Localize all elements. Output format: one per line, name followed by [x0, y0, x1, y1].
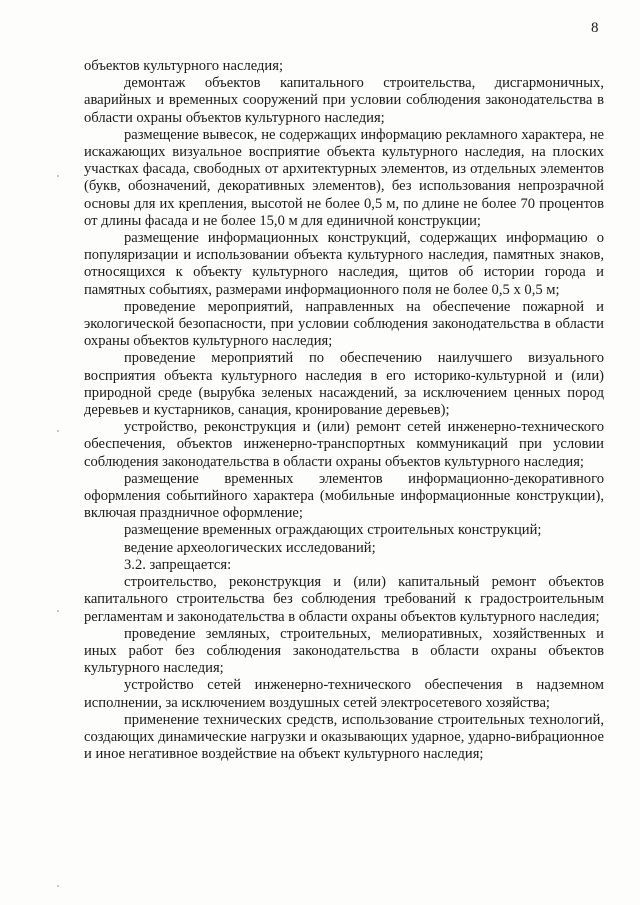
- scan-speck: [57, 610, 59, 612]
- scan-speck: [57, 885, 59, 887]
- paragraph-info-structures: размещение информационных конструкций, содержащих информацию о популяризации и использовании объекта культурного наследия, памятных знаков, относящихся к объекту культурного наследия, щитов об истории города и памятных событиях, размерами информационного поля не более 0,5 х 0,5 м;: [84, 230, 604, 298]
- paragraph-earthworks-prohibited: проведение земляных, строительных, мелиоративных, хозяйственных и иных работ без соблюдения законодательства в области охраны объектов культурного наследия;: [84, 625, 604, 677]
- paragraph-temporary-decor: размещение временных элементов информационно-декоративного оформления событийного характера (мобильные информационные конструкции), включая праздничное оформление;: [84, 470, 604, 522]
- section-heading-prohibited: 3.2. запрещается:: [124, 556, 232, 573]
- paragraph-continuation: объектов культурного наследия;: [84, 58, 284, 74]
- paragraph-dismantling: демонтаж объектов капитального строительства, дисгармоничных, аварийных и временных сооружений при условии соблюдения законодательства в области охраны объектов культурного наследия;: [84, 75, 604, 126]
- scan-speck: [57, 430, 59, 432]
- paragraph-temporary-fences: размещение временных ограждающих строительных конструкций;: [124, 522, 542, 539]
- paragraph-visual-perception: проведение мероприятий по обеспечению наилучшего визуального восприятия объекта культурного наследия в его историко-культурной и (или) природной среде (вырубка зеленых насаждений, за исключением ценных пород деревьев и кустарников, санация, кронирование деревьев);: [84, 350, 604, 419]
- paragraph-construction-prohibited: строительство, реконструкция и (или) капитальный ремонт объектов капитального строительства без соблюдения требований к градостроительным регламентам и законодательства в области охраны объектов культурного наследия;: [84, 574, 604, 625]
- document-body: [84, 58, 604, 763]
- paragraph-overhead-networks-prohibited: устройство сетей инженерно-технического обеспечения в надземном исполнении, за исключением воздушных сетей электросетевого хозяйства;: [84, 677, 604, 711]
- paragraph-archaeology: ведение археологических исследований;: [124, 539, 376, 556]
- scan-speck: [57, 175, 59, 177]
- paragraph-fire-safety: проведение мероприятий, направленных на обеспечение пожарной и экологической безопасности, при условии соблюдения законодательства в области охраны объектов культурного наследия;: [84, 298, 604, 350]
- paragraph-dynamic-loads-prohibited: применение технических средств, использование строительных технологий, создающих динамические нагрузки и оказывающих ударное, ударно-вибрационное и иное негативное воздействие на объект культурного наследия;: [84, 711, 604, 763]
- paragraph-engineering-networks: устройство, реконструкция и (или) ремонт сетей инженерно-технического обеспечения, объектов инженерно-транспортных коммуникаций при условии соблюдения законодательства в области охраны объектов культурного наследия;: [84, 419, 604, 470]
- page-number: 8: [591, 20, 599, 36]
- paragraph-signs: размещение вывесок, не содержащих информацию рекламного характера, не искажающих визуальное восприятие объекта культурного наследия, на плоских участках фасада, свободных от архитектурных элементов, из отдельных элементов (букв, обозначений, декоративных элементов), без использования непрозрачной основы для их крепления, высотой не более 0,5 м, по длине не более 70 процентов от длины фасада и не более 15,0 м для единичной конструкции;: [84, 126, 604, 229]
